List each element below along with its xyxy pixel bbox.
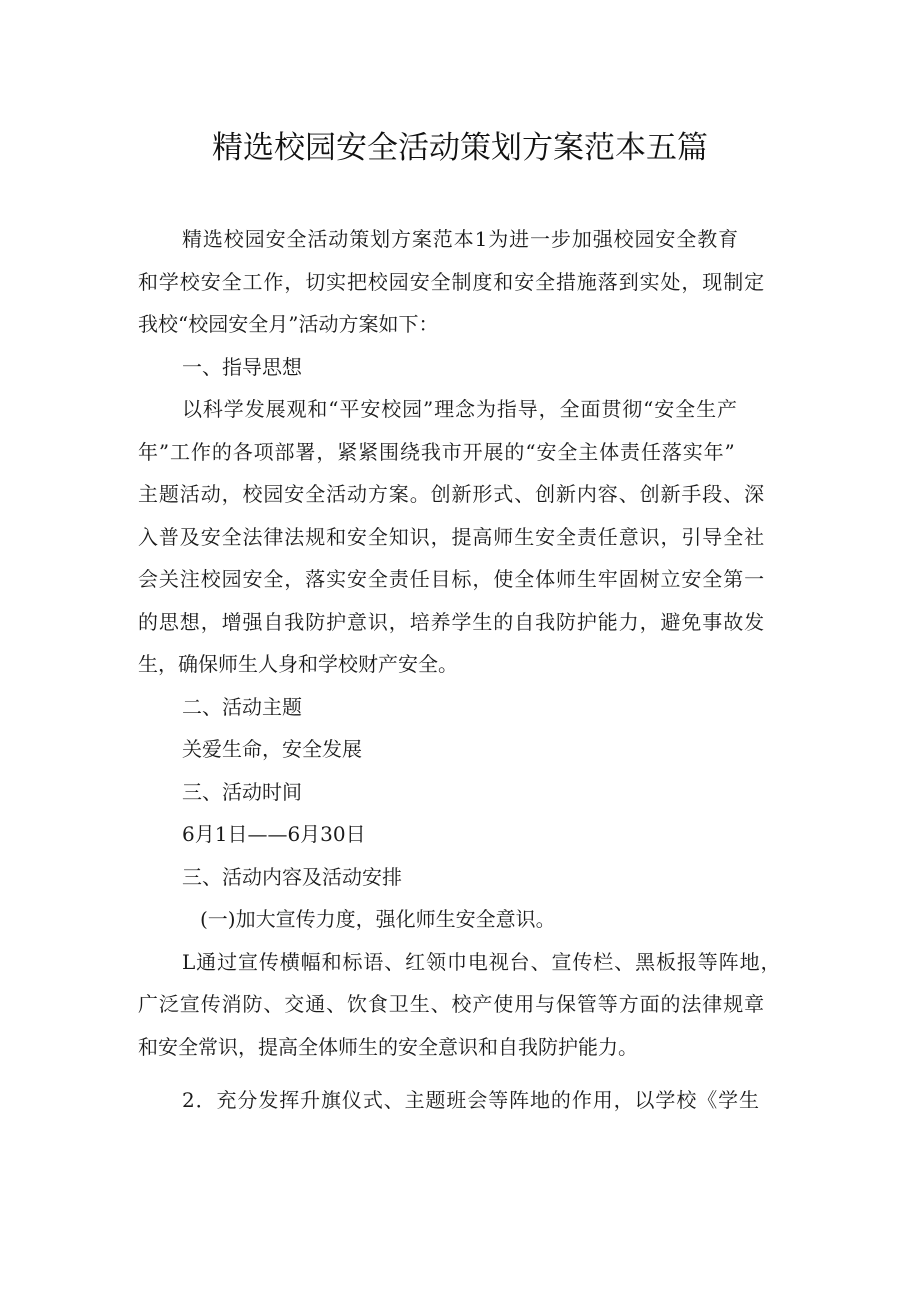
paragraph-line: 精选校园安全活动策划方案范本1为进一步加强校园安全教育	[182, 227, 740, 251]
paragraph-line: 生，确保师生人身和学校财产安全。	[138, 652, 458, 676]
section-heading: 一、指导思想	[182, 354, 302, 379]
paragraph-line: 主题活动，校园安全活动方案。创新形式、创新内容、创新手段、深	[138, 482, 765, 506]
document-body	[138, 218, 788, 1122]
section-heading: 三、活动内容及活动安排	[182, 864, 402, 889]
paragraph-line: 和学校安全工作，切实把校园安全制度和安全措施落到实处，现制定	[138, 269, 765, 294]
paragraph-line: 以科学发展观和“平安校园”理念为指导，全面贯彻“安全生产	[182, 397, 738, 421]
paragraph-line: 会关注校园安全，落实安全责任目标，使全体师生牢固树立安全第一	[138, 567, 765, 591]
paragraph-line: 2．充分发挥升旗仪式、主题班会等阵地的作用，以学校《学生	[182, 1088, 760, 1112]
paragraph-line: 入普及安全法律法规和安全知识，提高师生安全责任意识，引导全社	[138, 524, 765, 549]
document-title: 精选校园安全活动策划方案范本五篇	[212, 130, 708, 166]
paragraph-line: 广泛宣传消防、交通、饮食卫生、校产使用与保管等方面的法律规章	[138, 992, 765, 1016]
paragraph-line: 6月1日——6月30日	[182, 822, 366, 846]
subsection-heading: (一)加大宣传力度，强化师生安全意识。	[200, 907, 556, 931]
paragraph-line: 和安全常识，提高全体师生的安全意识和自我防护能力。	[138, 1034, 638, 1059]
section-heading: 三、活动时间	[182, 779, 302, 804]
paragraph-line: 关爱生命，安全发展	[182, 737, 362, 761]
paragraph-line: 我校“校园安全月”活动方案如下：	[138, 312, 439, 336]
paragraph-line: L通过宣传横幅和标语、红领巾电视台、宣传栏、黑板报等阵地，	[182, 949, 782, 974]
paragraph-line: 年”工作的各项部署，紧紧围绕我市开展的“安全主体责任落实年”	[138, 439, 736, 464]
paragraph-line: 的思想，增强自我防护意识，培养学生的自我防护能力，避免事故发	[138, 609, 765, 634]
section-heading: 二、活动主题	[182, 694, 302, 719]
